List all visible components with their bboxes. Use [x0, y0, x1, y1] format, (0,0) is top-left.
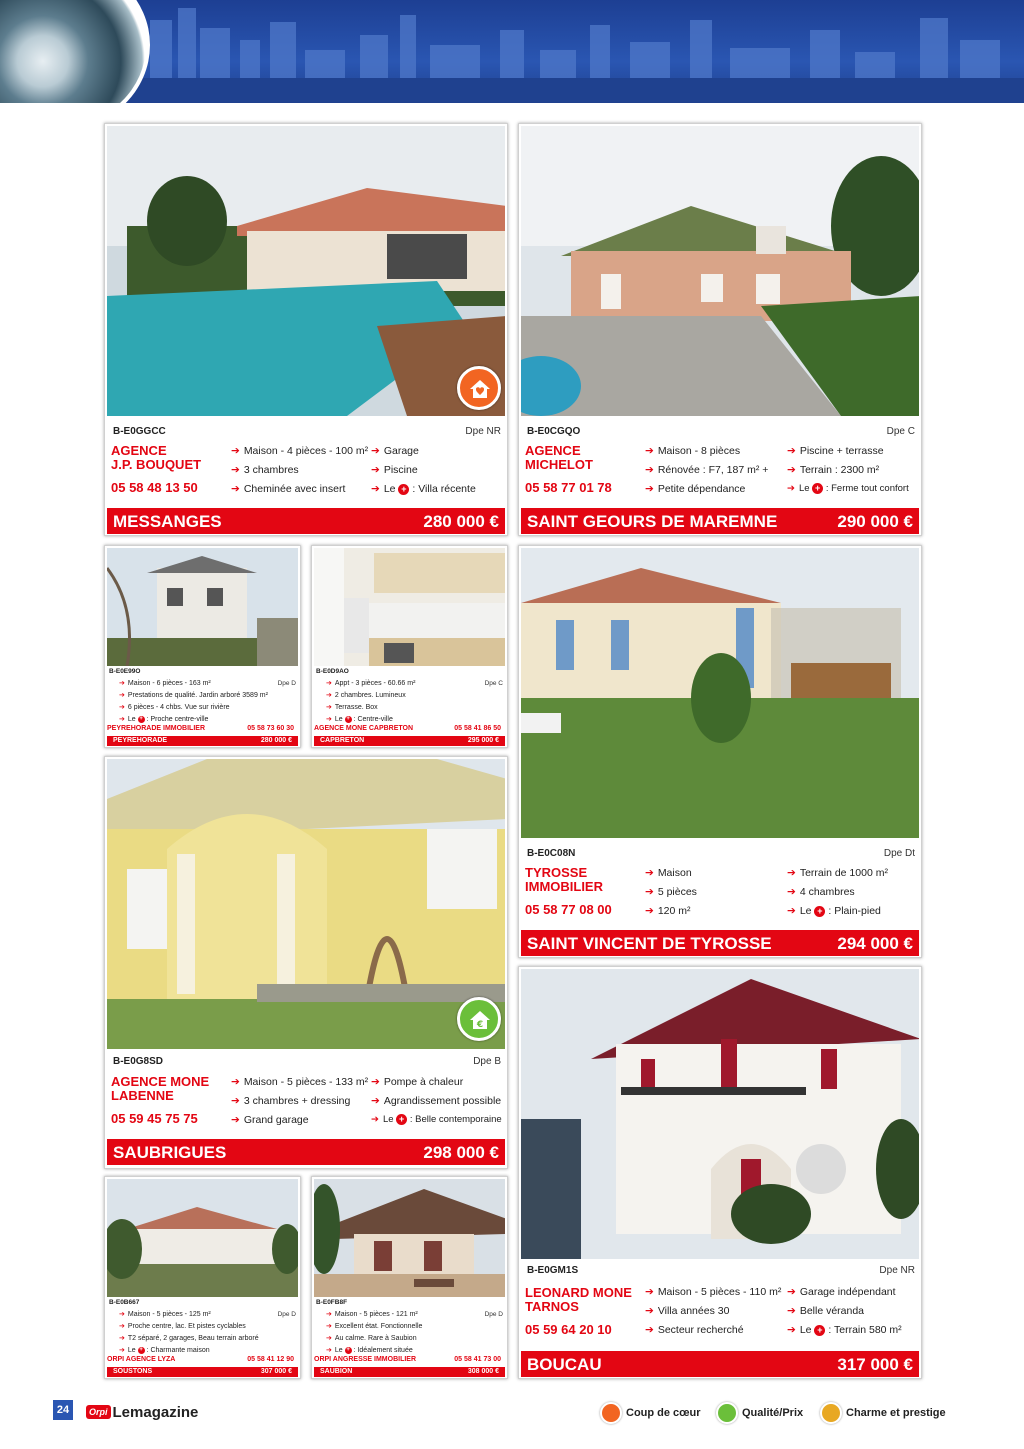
feature-text: Belle véranda — [799, 1305, 865, 1317]
property-photo — [521, 126, 919, 416]
arrow-right-icon: ➔ — [371, 1114, 379, 1126]
surf-wave-photo — [0, 0, 150, 103]
feature-item: ➔ Le + : Idéalement située — [326, 1346, 413, 1354]
plus-label: Le — [798, 483, 810, 495]
arrow-right-icon: ➔ — [787, 905, 796, 917]
listing-ref: B-E0G8SD — [113, 1056, 164, 1067]
agency-line: LABENNE — [111, 1087, 174, 1103]
feature-text: Terrain : 2300 m² — [799, 464, 880, 476]
feature-item — [645, 483, 745, 495]
agency-line: TYROSSE — [525, 865, 588, 880]
agency-name: ORPI AGENCE LYZA — [107, 1356, 176, 1363]
agency-line: TARNOS — [525, 1298, 579, 1314]
property-photo — [521, 548, 919, 838]
plus-label: Le — [383, 483, 396, 495]
feature-item — [231, 1076, 368, 1088]
listing-ref: B-E0D9AO — [316, 668, 349, 675]
plus-icon: + — [139, 715, 143, 722]
feature-text: 6 pièces - 4 chbs. Vue sur rivière — [127, 704, 230, 711]
arrow-right-icon: ➔ — [787, 867, 796, 879]
agency-name: PEYREHORADE IMMOBILIER — [107, 725, 206, 732]
plus-label: Le — [127, 716, 136, 723]
agency-phone[interactable]: 05 58 41 73 00 — [454, 1356, 501, 1363]
listing-ref: B-E0C08N — [527, 848, 576, 859]
plus-label: Le — [382, 1114, 394, 1126]
plus-icon: + — [398, 484, 409, 495]
property-photo — [314, 548, 505, 666]
agency-line: MICHELOT — [525, 456, 593, 472]
arrow-right-icon: ➔ — [326, 716, 332, 723]
arrow-right-icon: ➔ — [645, 1305, 654, 1317]
feature-text: Maison - 5 pièces - 125 m² — [127, 1311, 211, 1318]
feature-item: ➔ Le + : Villa récente — [371, 483, 476, 495]
feature-text: Secteur recherché — [657, 1324, 744, 1336]
agency-phone[interactable]: 05 58 77 08 00 — [525, 902, 612, 917]
dpe-label: Dpe Dt — [883, 848, 915, 859]
arrow-right-icon: ➔ — [119, 1311, 125, 1318]
legend-label: Coup de cœur — [626, 1407, 701, 1419]
agency-line — [107, 1356, 298, 1363]
feature-text: Excellent état. Fonctionnelle — [334, 1323, 423, 1330]
listing-card-peyrehorade[interactable] — [104, 545, 301, 748]
feature-text: Piscine — [383, 464, 418, 476]
listing-card-saint-vincent[interactable] — [518, 545, 922, 958]
agency-line: LEONARD MONE — [525, 1285, 632, 1300]
agency-name: ORPI ANGRESSE IMMOBILIER — [314, 1356, 417, 1363]
feature-text: Petite dépendance — [657, 483, 746, 495]
property-photo — [521, 969, 919, 1259]
arrow-right-icon: ➔ — [645, 867, 654, 879]
price: 294 000 € — [837, 934, 913, 953]
arrow-right-icon: ➔ — [231, 1076, 240, 1088]
city-name: SAINT VINCENT DE TYROSSE — [527, 934, 772, 953]
listing-card-capbreton[interactable] — [311, 545, 508, 748]
arrow-right-icon: ➔ — [645, 1324, 654, 1336]
city-price-bar — [521, 1351, 919, 1377]
arrow-right-icon: ➔ — [326, 680, 332, 687]
arrow-right-icon: ➔ — [119, 680, 125, 687]
arrow-right-icon: ➔ — [645, 483, 654, 495]
agency-phone[interactable]: 05 58 73 60 30 — [247, 725, 294, 732]
feature-item — [645, 867, 692, 879]
feature-text: Terrain 580 m² — [833, 1324, 902, 1336]
city-price-bar — [107, 1367, 298, 1377]
dpe-label: Dpe B — [473, 1056, 501, 1067]
dpe-label: Dpe NR — [465, 426, 501, 437]
listing-ref: B-E0GM1S — [527, 1265, 579, 1276]
agency-line: J.P. BOUQUET — [111, 456, 202, 472]
feature-item — [371, 464, 418, 476]
arrow-right-icon: ➔ — [645, 905, 654, 917]
legend-charme-prestige — [820, 1402, 946, 1424]
city-price-bar — [314, 736, 505, 746]
plus-label: Le — [799, 1324, 812, 1336]
listing-ref: B-E0GGCC — [113, 426, 166, 437]
agency-phone[interactable]: 05 58 41 12 90 — [247, 1356, 294, 1363]
agency-name — [111, 444, 201, 471]
feature-item — [231, 1114, 309, 1126]
agency-name — [525, 1286, 632, 1313]
feature-text: Charmante maison — [150, 1347, 210, 1354]
agency-phone[interactable]: 05 59 64 20 10 — [525, 1322, 612, 1337]
feature-item — [371, 445, 419, 457]
plus-icon: + — [814, 906, 825, 917]
feature-item — [326, 1322, 422, 1330]
feature-text: Proche centre-ville — [150, 716, 209, 723]
listing-card-boucau[interactable] — [518, 966, 922, 1379]
feature-item — [119, 1322, 246, 1330]
magazine-title: Lemagazine — [112, 1403, 199, 1421]
agency-line: AGENCE — [525, 443, 581, 458]
feature-text: Maison - 5 pièces - 133 m² — [243, 1076, 369, 1088]
price: 317 000 € — [837, 1355, 913, 1374]
arrow-right-icon: ➔ — [231, 445, 240, 457]
feature-text: Villa années 30 — [657, 1305, 730, 1317]
feature-text: 2 chambres. Lumineux — [334, 692, 406, 699]
feature-item — [326, 1310, 418, 1318]
feature-item — [645, 1305, 729, 1317]
arrow-right-icon: ➔ — [326, 1347, 332, 1354]
feature-text: Appt - 3 pièces - 60.66 m² — [334, 680, 416, 687]
city-name: SOUSTONS — [113, 1368, 153, 1375]
arrow-right-icon: ➔ — [231, 483, 240, 495]
plus-icon: + — [812, 483, 823, 494]
arrow-right-icon: ➔ — [119, 716, 125, 723]
feature-item — [787, 445, 884, 457]
arrow-right-icon: ➔ — [645, 1286, 654, 1298]
arrow-right-icon: ➔ — [787, 1305, 796, 1317]
arrow-right-icon: ➔ — [119, 1335, 125, 1342]
coup-de-coeur-icon — [600, 1402, 622, 1424]
city-name: MESSANGES — [113, 512, 222, 531]
arrow-right-icon: ➔ — [787, 445, 796, 457]
dpe-label: Dpe D — [277, 1311, 296, 1318]
feature-text: Piscine + terrasse — [799, 445, 884, 457]
feature-item: ➔ Le + : Charmante maison — [119, 1346, 210, 1354]
listing-ref: B-E0E99O — [109, 668, 141, 675]
city-name: BOUCAU — [527, 1355, 602, 1374]
feature-text: Garage — [383, 445, 419, 457]
feature-item — [231, 445, 368, 457]
qualite-prix-icon — [716, 1402, 738, 1424]
listing-card-saint-geours[interactable] — [518, 123, 922, 536]
arrow-right-icon: ➔ — [119, 704, 125, 711]
arrow-right-icon: ➔ — [787, 483, 795, 495]
dpe-label: Dpe C — [484, 680, 503, 687]
city-price-bar — [521, 930, 919, 956]
arrow-right-icon: ➔ — [371, 445, 380, 457]
feature-item — [119, 1310, 211, 1318]
svg-text:€: € — [476, 1020, 484, 1030]
dpe-label: Dpe NR — [879, 1265, 915, 1276]
feature-item: ➔ Le + : Terrain 580 m² — [787, 1324, 902, 1336]
arrow-right-icon: ➔ — [231, 1095, 240, 1107]
legend-label: Charme et prestige — [846, 1407, 946, 1419]
feature-text: Maison - 8 pièces — [657, 445, 741, 457]
feature-item — [787, 1286, 896, 1298]
legend-qualite-prix — [716, 1402, 803, 1424]
city-name: CAPBRETON — [320, 737, 365, 744]
feature-item: ➔ Le + : Plain-pied — [787, 905, 881, 917]
feature-text: 3 chambres + dressing — [243, 1095, 351, 1107]
feature-item — [231, 464, 299, 476]
feature-text: Agrandissement possible — [383, 1095, 502, 1107]
feature-text: Garage indépendant — [799, 1286, 896, 1298]
feature-item — [787, 867, 888, 879]
feature-item — [645, 464, 768, 476]
listing-ref: B-E0B667 — [109, 1299, 140, 1306]
feature-item — [645, 445, 740, 457]
city-price-bar — [521, 508, 919, 534]
feature-item: ➔ Le + : Belle contemporaine — [371, 1114, 502, 1126]
feature-text: Villa récente — [418, 483, 476, 495]
charme-prestige-icon — [820, 1402, 842, 1424]
arrow-right-icon: ➔ — [645, 886, 654, 898]
feature-text: Terrain de 1000 m² — [799, 867, 888, 879]
arrow-right-icon: ➔ — [326, 704, 332, 711]
plus-icon: + — [814, 1325, 825, 1336]
agency-phone[interactable]: 05 58 48 13 50 — [111, 480, 198, 495]
feature-item — [326, 679, 415, 687]
listing-ref: B-E0CGQO — [527, 426, 581, 437]
plus-icon: + — [396, 1114, 407, 1125]
feature-item: ➔ Le + : Ferme tout confort — [787, 483, 909, 495]
arrow-right-icon: ➔ — [371, 1095, 380, 1107]
feature-item — [645, 905, 691, 917]
feature-item — [326, 703, 378, 711]
arrow-right-icon: ➔ — [119, 1347, 125, 1354]
property-photo — [107, 759, 505, 1049]
feature-text: Prestations de qualité. Jardin arboré 3589 m² — [127, 692, 268, 699]
plus-label: Le — [127, 1347, 136, 1354]
agency-phone[interactable]: 05 59 45 75 75 — [111, 1111, 198, 1126]
feature-text: 120 m² — [657, 905, 691, 917]
feature-item — [787, 1305, 864, 1317]
city-name: SAINT GEOURS DE MAREMNE — [527, 512, 778, 531]
property-photo — [314, 1179, 505, 1297]
listing-card-messanges[interactable] — [104, 123, 508, 536]
agency-phone[interactable]: 05 58 77 01 78 — [525, 480, 612, 495]
agency-line — [314, 1356, 505, 1363]
house-heart-icon — [468, 377, 492, 401]
legend-label: Qualité/Prix — [742, 1407, 804, 1419]
price: 298 000 € — [423, 1143, 499, 1162]
feature-text: Maison - 5 pièces - 121 m² — [334, 1311, 418, 1318]
legend-coup-de-coeur — [600, 1402, 701, 1424]
feature-item — [326, 1334, 417, 1342]
feature-text: Maison - 5 pièces - 110 m² — [657, 1286, 782, 1298]
plus-icon: + — [346, 1346, 350, 1353]
feature-item — [119, 1334, 259, 1342]
arrow-right-icon: ➔ — [645, 445, 654, 457]
city-price-bar — [314, 1367, 505, 1377]
listing-ref: B-E0FB8F — [316, 1299, 348, 1306]
feature-item — [371, 1076, 463, 1088]
city-name: PEYREHORADE — [113, 737, 168, 744]
coup-de-coeur-badge — [457, 366, 501, 410]
agency-line — [107, 725, 298, 732]
price: 295 000 € — [467, 737, 499, 744]
feature-item — [119, 703, 230, 711]
city-name: SAUBRIGUES — [113, 1143, 227, 1162]
feature-item: ➔ Le + : Proche centre-ville — [119, 715, 209, 723]
plus-icon: + — [346, 715, 350, 722]
agency-name: AGENCE MONE CAPBRETON — [314, 725, 414, 732]
dpe-label: Dpe D — [277, 680, 296, 687]
dpe-label: Dpe C — [886, 426, 915, 437]
orpi-logo-text: Orpi — [86, 1405, 111, 1419]
city-name: SAUBION — [320, 1368, 353, 1375]
price: 308 000 € — [467, 1368, 499, 1375]
arrow-right-icon: ➔ — [645, 464, 654, 476]
agency-name — [525, 444, 593, 471]
feature-item — [326, 691, 406, 699]
agency-name — [525, 866, 603, 893]
feature-text: Proche centre, lac. Et pistes cyclables — [127, 1323, 246, 1330]
dpe-label: Dpe D — [484, 1311, 503, 1318]
property-photo — [107, 126, 505, 416]
arrow-right-icon: ➔ — [231, 464, 240, 476]
feature-item — [645, 1324, 744, 1336]
property-photo — [107, 548, 298, 666]
price: 307 000 € — [260, 1368, 292, 1375]
feature-text: Ferme tout confort — [831, 483, 909, 495]
price: 280 000 € — [423, 512, 499, 531]
feature-text: Terrasse. Box — [334, 704, 378, 711]
agency-line: AGENCE MONE — [111, 1074, 210, 1089]
feature-text: 5 pièces — [657, 886, 697, 898]
feature-text: 4 chambres — [799, 886, 855, 898]
feature-text: Cheminée avec insert — [243, 483, 346, 495]
feature-item — [119, 691, 268, 699]
feature-item — [231, 1095, 350, 1107]
arrow-right-icon: ➔ — [371, 464, 380, 476]
feature-text: Idéalement située — [357, 1347, 413, 1354]
listing-card-saubion[interactable] — [311, 1176, 508, 1379]
agency-name — [111, 1075, 209, 1102]
arrow-right-icon: ➔ — [787, 1286, 796, 1298]
arrow-right-icon: ➔ — [326, 692, 332, 699]
arrow-right-icon: ➔ — [326, 1335, 332, 1342]
feature-text: Maison - 6 pièces - 163 m² — [127, 680, 211, 687]
price: 280 000 € — [260, 737, 292, 744]
feature-item: ➔ Le + : Centre-ville — [326, 715, 393, 723]
feature-text: Grand garage — [243, 1114, 309, 1126]
feature-text: Pompe à chaleur — [383, 1076, 464, 1088]
city-skyline-illustration — [130, 0, 1024, 100]
page-number: 24 — [53, 1400, 73, 1420]
agency-line: IMMOBILIER — [525, 878, 603, 894]
city-price-bar — [107, 508, 505, 534]
feature-item — [645, 886, 697, 898]
agency-line — [314, 725, 505, 732]
feature-item — [231, 483, 345, 495]
arrow-right-icon: ➔ — [787, 886, 796, 898]
arrow-right-icon: ➔ — [787, 1324, 796, 1336]
arrow-right-icon: ➔ — [119, 692, 125, 699]
city-price-bar — [107, 1139, 505, 1165]
listing-card-soustons[interactable] — [104, 1176, 301, 1379]
feature-text: Plain-pied — [834, 905, 881, 917]
plus-label: Le — [799, 905, 812, 917]
qualite-prix-badge — [457, 997, 501, 1041]
listing-card-saubrigues[interactable] — [104, 756, 508, 1169]
property-photo — [107, 1179, 298, 1297]
arrow-right-icon: ➔ — [787, 464, 796, 476]
arrow-right-icon: ➔ — [119, 1323, 125, 1330]
arrow-right-icon: ➔ — [371, 1076, 380, 1088]
feature-item — [787, 464, 879, 476]
feature-text: T2 séparé, 2 garages, Beau terrain arboré — [127, 1335, 259, 1342]
house-euro-icon — [468, 1008, 492, 1032]
feature-text: Au calme. Rare à Saubion — [334, 1335, 417, 1342]
plus-icon: + — [139, 1346, 143, 1353]
arrow-right-icon: ➔ — [326, 1323, 332, 1330]
agency-phone[interactable]: 05 58 41 86 50 — [454, 725, 501, 732]
plus-label: Le — [334, 1347, 343, 1354]
feature-text: Maison - 4 pièces - 100 m² — [243, 445, 369, 457]
city-price-bar — [107, 736, 298, 746]
arrow-right-icon: ➔ — [326, 1311, 332, 1318]
feature-text: Maison — [657, 867, 692, 879]
feature-text: Belle contemporaine — [415, 1114, 502, 1126]
feature-item — [119, 679, 211, 687]
feature-item — [787, 886, 855, 898]
price: 290 000 € — [837, 512, 913, 531]
page-header — [0, 0, 1024, 103]
feature-text: Rénovée : F7, 187 m² + — [657, 464, 769, 476]
feature-text: 3 chambres — [243, 464, 299, 476]
plus-label: Le — [334, 716, 343, 723]
feature-text: Centre-ville — [357, 716, 393, 723]
feature-item — [645, 1286, 781, 1298]
arrow-right-icon: ➔ — [371, 483, 380, 495]
feature-item — [371, 1095, 501, 1107]
arrow-right-icon: ➔ — [231, 1114, 240, 1126]
agency-line: AGENCE — [111, 443, 167, 458]
orpi-lemagazine-logo — [86, 1403, 198, 1421]
